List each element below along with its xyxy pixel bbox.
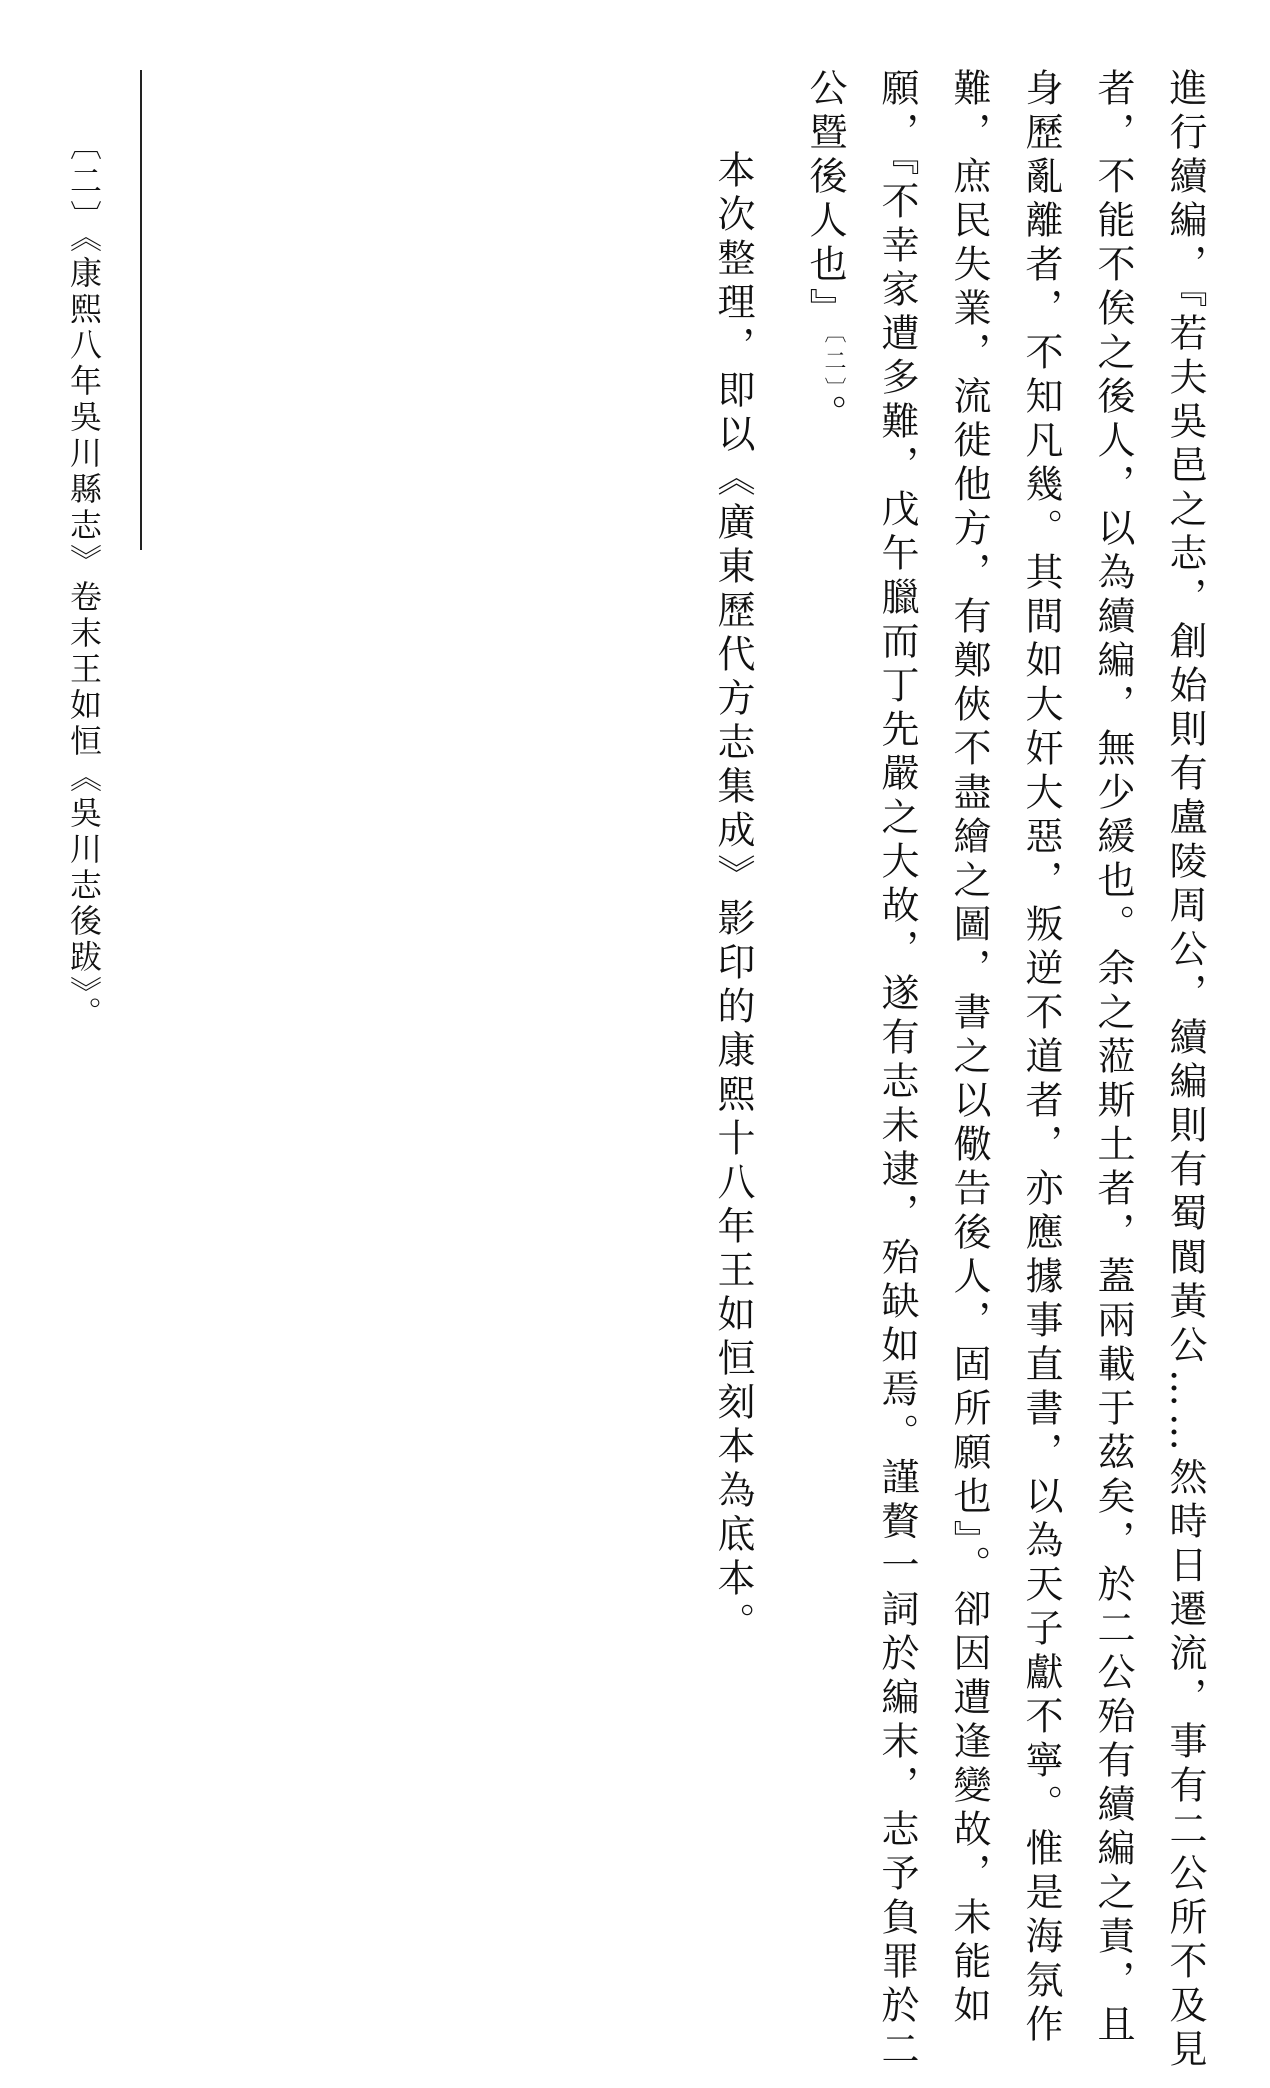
text-column-4: 難，庶民失業，流徙他方，有鄭俠不盡繪之圖，書之以儆告後人，固所願也』。卻因遭逢變故，未能如	[947, 68, 991, 2029]
footnote-reference: 〔二〕	[821, 332, 846, 394]
footnote-marker: 〔二〕	[65, 128, 103, 236]
footnote-divider	[140, 70, 142, 550]
text-column-6	[798, 68, 847, 438]
text-column-3: 身歷亂離者，不知凡幾。其間如大奸大惡，叛逆不道者，亦應據事直書，以為天子獻不寧。惟是海氛作	[1019, 68, 1063, 2048]
text-column-5: 願，『不幸家遭多難，戊午臘而丁先嚴之大故，遂有志未逮，殆缺如焉。謹贅一詞於編末，志予負罪於二	[875, 68, 919, 2073]
footnote	[60, 128, 103, 1032]
text-column-6-tail: 。	[803, 394, 847, 438]
text-column-1: 進行續編，『若夫吳邑之志，創始則有盧陵周公，續編則有蜀閬黃公……然時日遷流，事有二公所不及見	[1163, 68, 1207, 2073]
footnote-text: 《康熙八年吳川縣志》卷末王如恒《吳川志後跋》。	[65, 236, 103, 1032]
text-column-2: 者，不能不俟之後人，以為續編，無少緩也。余之蒞斯土者，蓋兩載于茲矣，於二公殆有續編之責，且	[1091, 68, 1135, 2048]
text-column-7: 本次整理，即以《廣東歷代方志集成》影印的康熙十八年王如恒刻本為底本。	[711, 150, 755, 1646]
text-column-6-body: 公暨後人也』	[803, 68, 847, 332]
